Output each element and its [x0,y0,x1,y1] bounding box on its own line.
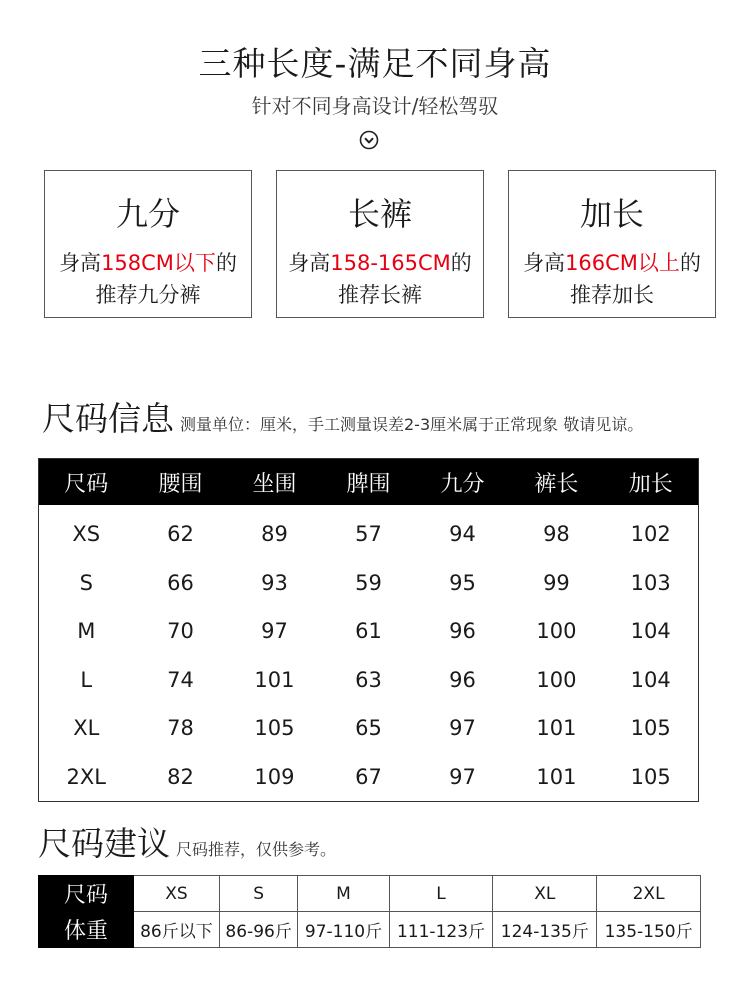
chevron-down-circle-icon [359,130,379,150]
col-header: 腰围 [158,471,203,497]
card-height-line: 身高166CM以上的 [523,251,701,275]
card-recommendation: 推荐加长 [570,283,654,307]
table-cell: 101 [536,764,577,789]
card-title: 九分 [115,195,180,233]
table-cell: 61 [355,619,382,644]
table-row [39,656,699,705]
table-cell: 99 [543,570,570,595]
table-cell: 104 [630,619,671,644]
col-header: 裤长 [534,471,579,497]
table-cell: XL [73,716,100,741]
card-title: 加长 [579,195,644,233]
table-row [39,753,699,802]
size-cell: XL [493,876,597,912]
table-cell: 70 [167,619,194,644]
table-cell: 101 [536,716,577,741]
size-info-heading [42,393,643,440]
table-row [39,559,699,608]
size-cell: S [219,876,298,912]
weight-cell: 111-123斤 [389,912,493,948]
size-cell: L [389,876,493,912]
table-cell: 74 [167,667,194,692]
length-card-jiufen [44,170,252,318]
table-cell: 104 [630,667,671,692]
page-title: 三种长度-满足不同身高 [198,44,552,83]
section-note: 测量单位：厘米，手工测量误差2-3厘米属于正常现象 敬请见谅。 [180,415,644,434]
table-row [39,704,699,753]
height-range: 158-165CM [330,251,451,275]
card-height-line: 身高158CM以下的 [59,251,237,275]
table-cell: 97 [261,619,288,644]
col-header: 脾围 [346,471,391,497]
table-cell: 62 [167,522,194,547]
table-cell: 94 [449,522,476,547]
col-header: 九分 [440,471,485,497]
table-cell: 2XL [66,764,106,789]
table-cell: 57 [355,522,382,547]
size-label: 尺码 [39,876,134,912]
table-cell: M [77,619,96,644]
section-note: 尺码推荐，仅供参考。 [176,840,337,859]
weight-row [39,912,701,948]
weight-cell: 86斤以下 [134,912,220,948]
weight-cell: 124-135斤 [493,912,597,948]
table-row [39,607,699,656]
card-title: 长裤 [347,195,412,233]
table-cell: 78 [167,716,194,741]
size-cell: M [298,876,389,912]
table-cell: 97 [449,716,476,741]
table-cell: 109 [254,764,295,789]
weight-cell: 97-110斤 [298,912,389,948]
weight-label: 体重 [39,912,134,948]
weight-cell: 135-150斤 [597,912,701,948]
table-cell: 103 [630,570,671,595]
table-cell: 100 [536,667,577,692]
table-header-row [39,459,699,506]
weight-cell: 86-96斤 [219,912,298,948]
height-range: 158CM以下 [101,251,216,275]
table-cell: 59 [355,570,382,595]
size-rec-heading [38,818,336,865]
card-height-line: 身高158-165CM的 [288,251,472,275]
table-cell: 105 [630,764,671,789]
table-cell: 101 [254,667,295,692]
section-title: 尺码建议 [38,824,170,863]
table-cell: 105 [630,716,671,741]
table-cell: 105 [254,716,295,741]
table-row [39,505,699,559]
table-cell: 97 [449,764,476,789]
size-cell: 2XL [597,876,701,912]
table-cell: L [80,667,93,692]
table-cell: XS [72,522,101,547]
table-cell: 63 [355,667,382,692]
size-recommendation-table [38,875,701,948]
card-recommendation: 推荐长裤 [338,283,422,307]
table-cell: 96 [449,619,476,644]
length-card-jiachang [508,170,716,318]
page-subtitle: 针对不同身高设计/轻松驾驭 [251,94,499,118]
col-header: 尺码 [64,471,109,497]
table-cell: 89 [261,522,288,547]
table-cell: 98 [543,522,570,547]
table-cell: 96 [449,667,476,692]
table-cell: 95 [449,570,476,595]
card-recommendation: 推荐九分裤 [95,283,201,307]
col-header: 坐围 [252,471,297,497]
table-cell: S [79,570,93,595]
table-cell: 100 [536,619,577,644]
table-cell: 93 [261,570,288,595]
size-row [39,876,701,912]
table-cell: 67 [355,764,382,789]
size-cell: XS [134,876,220,912]
table-cell: 66 [167,570,194,595]
section-title: 尺码信息 [42,399,174,438]
table-cell: 82 [167,764,194,789]
table-cell: 102 [630,522,671,547]
height-range: 166CM以上 [565,251,680,275]
size-chart-table [38,458,699,802]
length-card-changku [276,170,484,318]
col-header: 加长 [628,471,673,497]
table-cell: 65 [355,716,382,741]
